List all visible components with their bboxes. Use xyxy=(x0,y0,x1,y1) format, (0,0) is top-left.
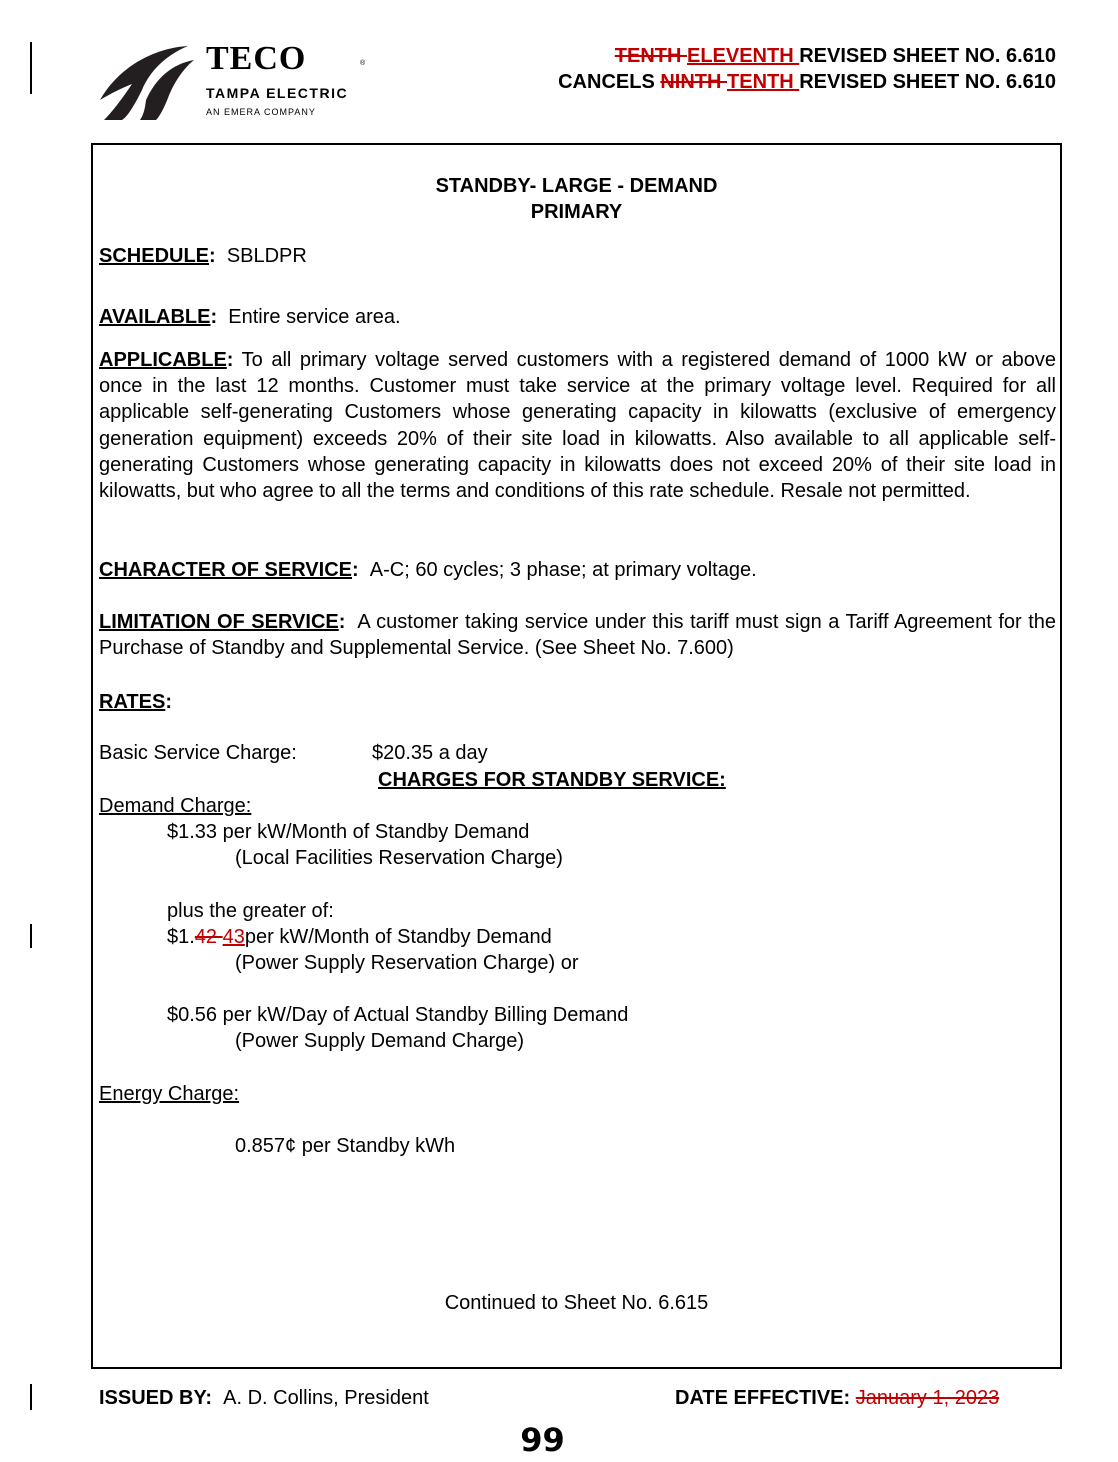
available-line: AVAILABLE: Entire service area. xyxy=(99,306,401,328)
applicable-paragraph: APPLICABLE: To all primary voltage served customers with a registered demand of 1000 kW or above once in the last 12 months. Customer must take service at the primary voltage level. Required for all applicable self-generating Customers whose generating capacity in kilowatts (exclusive of emergency generation equipment) exceeds 20% of their site load in kilowatts. Also available to all applicable self-generating Customers whose generating capacity in kilowatts does not exceed 20% of their site load in kilowatts, but who agree to all the terms and conditions of this rate schedule. Resale not permitted. xyxy=(99,349,1056,503)
character-of-service-line: CHARACTER OF SERVICE: A-C; 60 cycles; 3 phase; at primary voltage. xyxy=(99,559,757,581)
character-value: A-C; 60 cycles; 3 phase; at primary voltage. xyxy=(369,559,757,581)
issued-by-value: A. D. Collins, President xyxy=(223,1387,429,1409)
logo-brand-text: TECO xyxy=(206,40,307,77)
revision-change-bar xyxy=(30,1384,32,1410)
local-facilities-rate: $1.33 per kW/Month of Standby Demand xyxy=(167,821,530,843)
document-subtitle: PRIMARY xyxy=(530,201,623,223)
logo-subbrand-text: TAMPA ELECTRIC xyxy=(206,85,349,101)
schedule-line: SCHEDULE: SBLDPR xyxy=(99,245,307,267)
basic-service-charge-value: $20.35 a day xyxy=(372,742,488,764)
sheet-number-text: REVISED SHEET NO. 6.610 xyxy=(799,45,1056,67)
deleted-revision-text: TENTH xyxy=(614,45,687,67)
cancels-sheet-line xyxy=(558,69,1056,95)
registered-mark: ® xyxy=(360,60,366,67)
document-title: STANDBY- LARGE - DEMAND xyxy=(435,175,718,197)
rates-label: RATES xyxy=(99,691,166,713)
deleted-rate-text: 42 xyxy=(194,926,223,948)
character-label: CHARACTER OF SERVICE xyxy=(99,559,352,581)
available-value: Entire service area. xyxy=(228,306,401,328)
local-facilities-description: (Local Facilities Reservation Charge) xyxy=(235,847,563,869)
inserted-revision-text: TENTH xyxy=(727,71,800,93)
schedule-value: SBLDPR xyxy=(226,245,307,267)
sheet-revision-line xyxy=(615,43,1056,69)
limitation-paragraph: LIMITATION OF SERVICE: A customer taking service under this tariff must sign a Tariff Agreement for the Purchase of Standby and Supplemental Service. (See Sheet No. 7.600) xyxy=(99,611,1056,660)
limitation-text: A customer taking service under this tariff must sign a Tariff Agreement for the Purchase of Standby and Supplemental Service. (See Sheet No. 7.600) xyxy=(99,611,1056,660)
logo-tagline-text: AN EMERA COMPANY xyxy=(206,107,316,117)
sheet-number-text: REVISED SHEET NO. 6.610 xyxy=(799,71,1056,93)
standby-charges-heading: CHARGES FOR STANDBY SERVICE: xyxy=(378,769,726,791)
teco-swoosh-icon xyxy=(98,40,198,122)
cancels-prefix: CANCELS xyxy=(558,71,661,93)
deleted-revision-text: NINTH xyxy=(660,71,728,93)
continued-note: Continued to Sheet No. 6.615 xyxy=(444,1292,709,1314)
schedule-label: SCHEDULE xyxy=(99,245,210,267)
issued-by-label: ISSUED BY: xyxy=(99,1387,212,1409)
applicable-text: To all primary voltage served customers with a registered demand of 1000 kW or above once in the last 12 months. Customer must take service at the primary voltage level. Required for all applicable self-generating Customers whose generating capacity in kilowatts (exclusive of emergency generation equipment) exceeds 20% of their site load in kilowatts. Also available to all applicable self-generating Customers whose generating capacity in kilowatts does not exceed 20% of their site load in kilowatts, but who agree to all the terms and conditions of this rate schedule. Resale not permitted. xyxy=(99,349,1056,503)
available-label: AVAILABLE xyxy=(99,306,211,328)
page-number: 99 xyxy=(520,1421,565,1459)
date-effective-line xyxy=(675,1385,999,1411)
energy-charge-label: Energy Charge: xyxy=(99,1083,240,1105)
deleted-date-text: January 1, 2023 xyxy=(855,1387,1000,1409)
power-supply-demand-description: (Power Supply Demand Charge) xyxy=(235,1030,525,1052)
applicable-label: APPLICABLE xyxy=(99,349,227,371)
inserted-revision-text: ELEVENTH xyxy=(686,45,800,67)
demand-charge-label: Demand Charge: xyxy=(99,795,252,817)
basic-service-charge-label: Basic Service Charge: xyxy=(99,742,297,764)
revision-change-bar xyxy=(30,42,32,94)
inserted-rate-text: 43 xyxy=(222,926,245,948)
date-effective-label: DATE EFFECTIVE: xyxy=(675,1387,851,1409)
limitation-label: LIMITATION OF SERVICE xyxy=(99,611,339,633)
revision-change-bar xyxy=(30,924,32,948)
rates-heading: RATES: xyxy=(99,691,172,713)
power-supply-reservation-rate: $1.42 43per kW/Month of Standby Demand xyxy=(167,926,552,948)
power-supply-demand-rate: $0.56 per kW/Day of Actual Standby Billing Demand xyxy=(167,1004,629,1026)
power-supply-reservation-description: (Power Supply Reservation Charge) or xyxy=(235,952,579,974)
teco-logo xyxy=(98,40,398,122)
issued-by-line xyxy=(99,1385,429,1411)
greater-of-text: plus the greater of: xyxy=(167,900,334,922)
energy-charge-value: 0.857¢ per Standby kWh xyxy=(235,1135,456,1157)
